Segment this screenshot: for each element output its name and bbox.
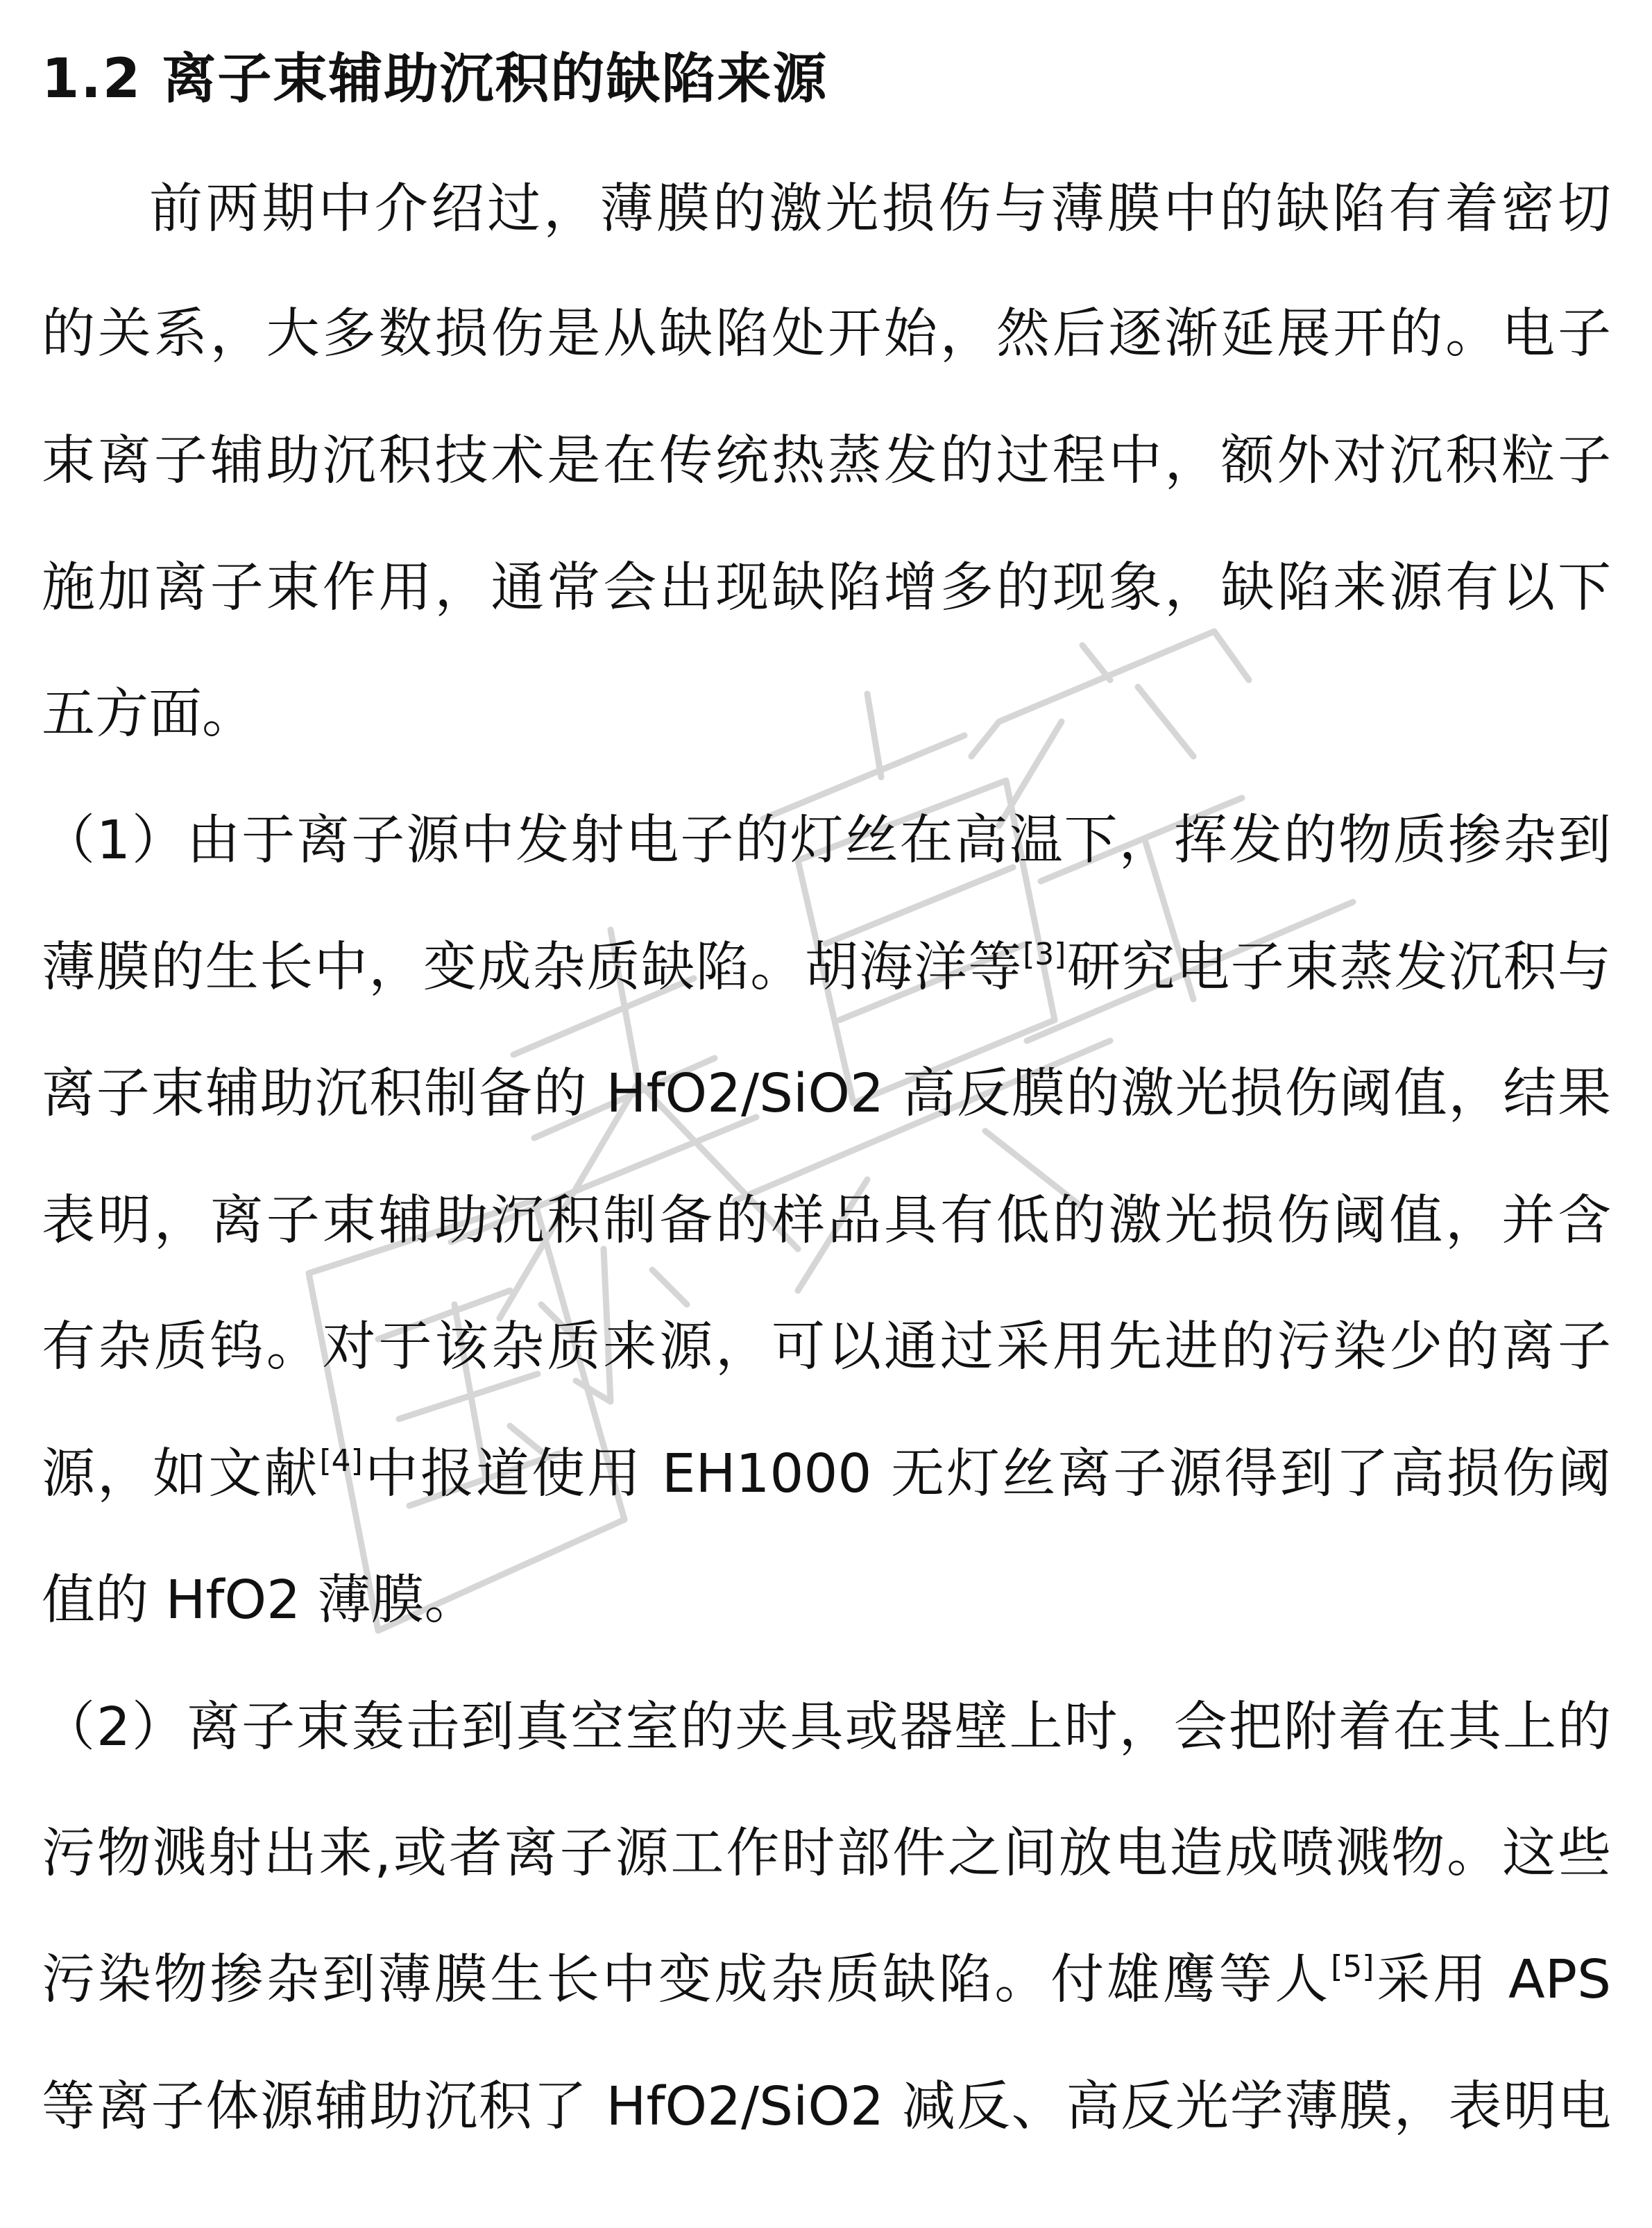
text-span: 研究电子束蒸发沉积与 <box>1066 937 1612 998</box>
item-line: 表明，离子束辅助沉积制备的样品具有低的激光损伤阈值，并含 <box>42 1190 1611 1252</box>
paragraph-line: 施加离子束作用，通常会出现缺陷增多的现象，缺陷来源有以下 <box>42 557 1611 619</box>
paragraph-line: 五方面。 <box>42 683 255 745</box>
item-line <box>42 1438 1611 1511</box>
item-line: 污物溅射出来,或者离子源工作时部件之间放电造成喷溅物。这些 <box>42 1823 1611 1885</box>
text-span: 中报道使用 EH1000 无灯丝离子源得到了高损伤阈 <box>362 1443 1612 1505</box>
item-line: （2）离子束轰击到真空室的夹具或器壁上时，会把附着在其上的 <box>42 1696 1611 1758</box>
paragraph-line: 的关系，大多数损伤是从缺陷处开始，然后逐渐延展开的。电子 <box>42 303 1611 365</box>
text-span: 薄膜的生长中，变成杂质缺陷。胡海洋等 <box>42 937 1023 998</box>
text-span: 污染物掺杂到薄膜生长中变成杂质缺陷。付雄鹰等人 <box>42 1949 1331 2011</box>
section-heading: 1.2 离子束辅助沉积的缺陷来源 <box>42 48 828 110</box>
paragraph-line: 束离子辅助沉积技术是在传统热蒸发的过程中，额外对沉积粒子 <box>42 430 1611 492</box>
item-line: （1）由于离子源中发射电子的灯丝在高温下，挥发的物质掺杂到 <box>42 810 1611 871</box>
paragraph-line: 前两期中介绍过，薄膜的激光损伤与薄膜中的缺陷有着密切 <box>149 178 1611 240</box>
citation-ref: [4] <box>319 1443 363 1479</box>
item-line <box>42 932 1611 1004</box>
item-line: 离子束辅助沉积制备的 HfO2/SiO2 高反膜的激光损伤阈值，结果 <box>42 1063 1611 1125</box>
citation-ref: [3] <box>1023 937 1066 972</box>
item-line <box>42 1944 1611 2016</box>
text-span: 采用 APS <box>1374 1949 1611 2011</box>
citation-ref: [5] <box>1331 1949 1374 1984</box>
item-line: 有杂质钨。对于该杂质来源，可以通过采用先进的污染少的离子 <box>42 1316 1611 1378</box>
item-line: 值的 HfO2 薄膜。 <box>42 1570 478 1631</box>
item-line: 等离子体源辅助沉积了 HfO2/SiO2 减反、高反光学薄膜，表明电 <box>42 2076 1611 2138</box>
text-span: 源，如文献 <box>42 1443 320 1505</box>
